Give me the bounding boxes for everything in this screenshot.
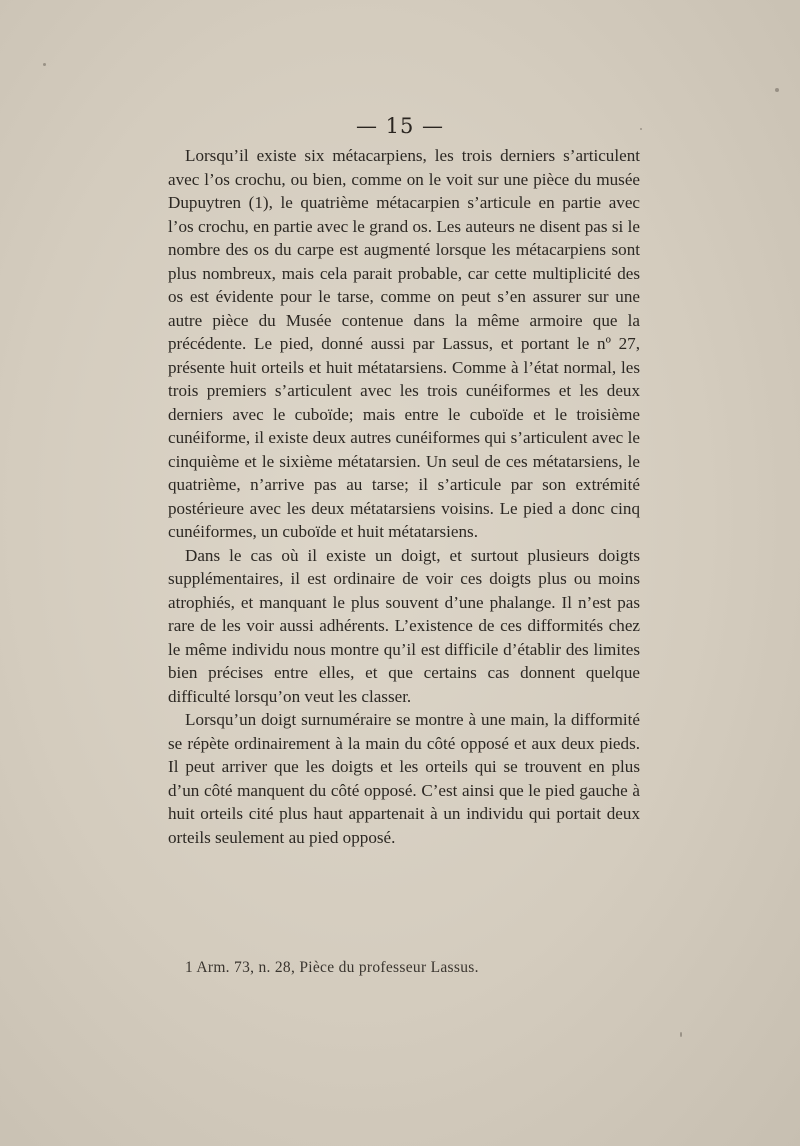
paragraph-1: Lorsqu’il existe six métacarpiens, les trois derniers s’articulent avec l’os crochu, ou bien, comme on le voit sur une pièce du musée Dupuytren (1), le quatrième métacarpien s’articule en partie avec l’os crochu, en partie avec le grand os. Les auteurs ne disent pas si le nombre des os du carpe est augmenté lorsque les métacarpiens sont plus nombreux, mais cela parait probable, car cette multiplicité des os est évidente pour le tarse, comme on peut s’en assurer sur une autre pièce du Musée contenue dans la même armoire que la précédente. Le pied, donné aussi par Lassus, et portant le nº 27, présente huit orteils et huit métatarsiens. Comme à l’état normal, les trois premiers s’articulent avec les trois cunéiformes et les deux derniers avec le cuboïde; mais entre le cuboïde et le troisième cunéiforme, il existe deux autres cunéiformes qui s’articulent avec le cinquième et le sixième métatarsien. Un seul de ces métatarsiens, le quatrième, n’arrive pas au tarse; il s’articule par son extrémité postérieure avec les deux métatarsiens voisins. Le pied a donc cinq cunéiformes, un cuboïde et huit métatarsiens.: [168, 146, 640, 541]
paper-speck: [775, 88, 779, 92]
footnote: 1 Arm. 73, n. 28, Pièce du professeur Lassus.: [185, 959, 479, 976]
page-number: — 15 —: [355, 114, 445, 138]
paper-speck: [680, 1032, 682, 1037]
paragraph-3: Lorsqu’un doigt surnuméraire se montre à une main, la difformité se répète ordinairement à la main du côté opposé et aux deux pieds. Il peut arriver que les doigts et les orteils qui se trouvent en plus d’un côté manquent du côté opposé. C’est ainsi que le pied gauche à huit orteils cité plus haut appartenait à un individu qui portait deux orteils seulement au pied opposé.: [168, 710, 640, 847]
main-text: [168, 144, 640, 849]
paper-speck: [43, 63, 46, 66]
paragraph-2: Dans le cas où il existe un doigt, et surtout plusieurs doigts supplémentaires, il est ordinaire de voir ces doigts plus ou moins atrophiés, et manquant le plus souvent d’une phalange. Il n’est pas rare de les voir aussi adhérents. L’existence de ces difformités chez le même individu nous montre qu’il est difficile d’établir des limites bien précises entre elles, et que certains cas donnent quelque difficulté lorsqu’on veut les classer.: [168, 545, 640, 706]
